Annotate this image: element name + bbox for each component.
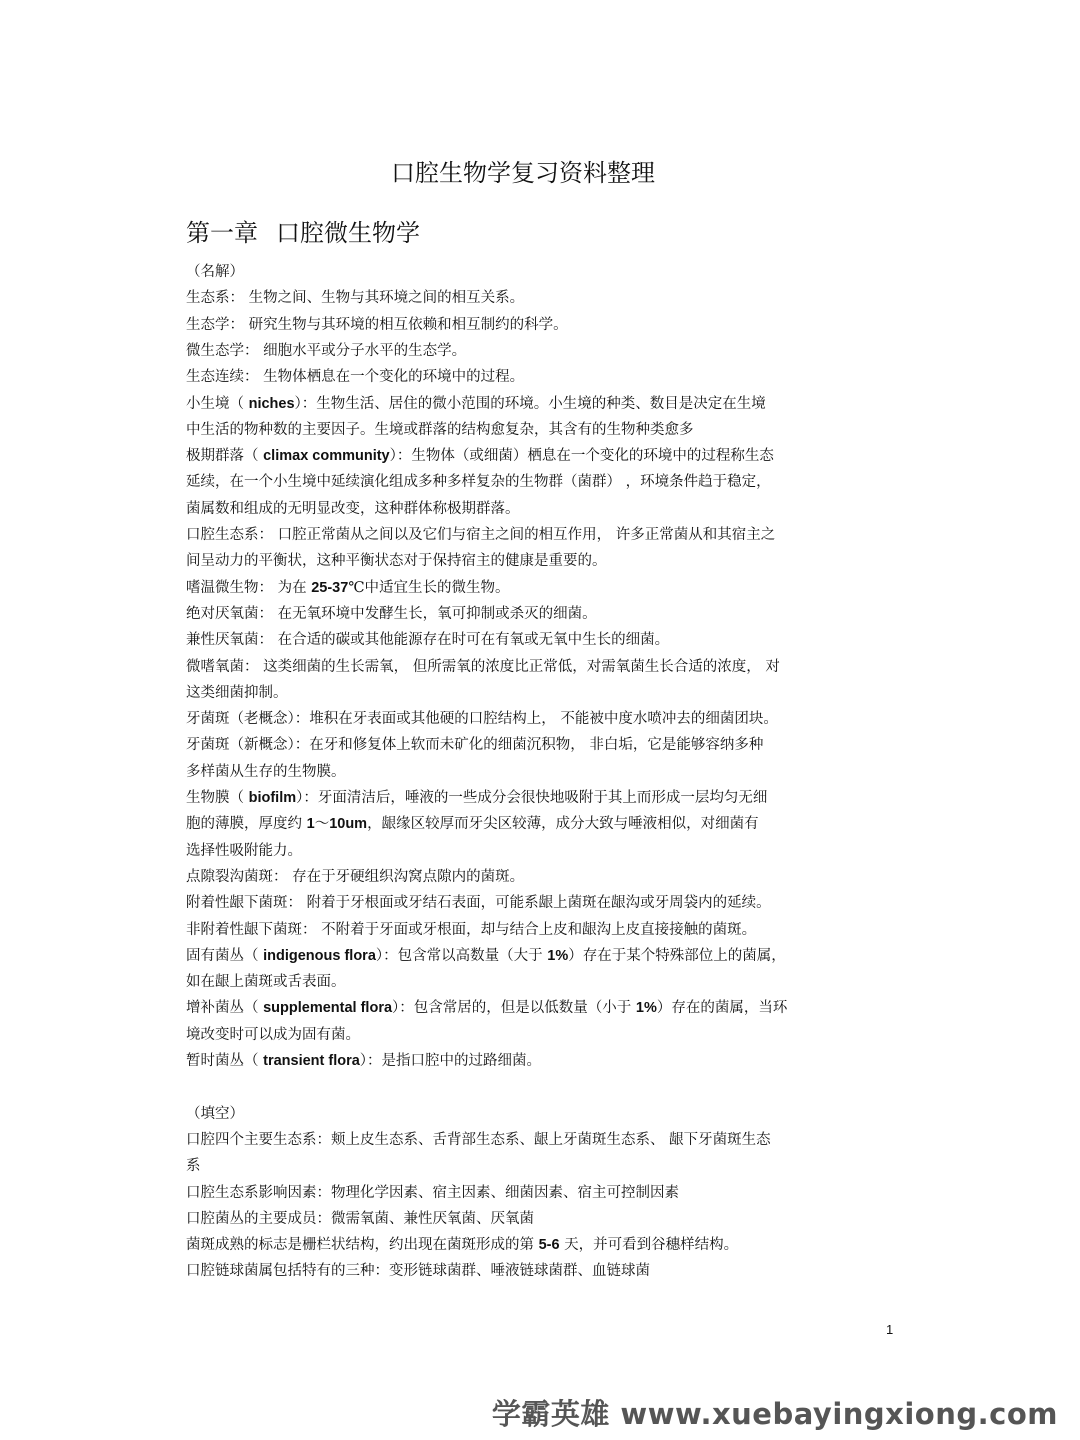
definition-line: 极期群落（ climax community）：生物体（或细菌）栖息在一个变化的环境中的过程称生态 bbox=[186, 448, 774, 465]
fill-item-line: 系 bbox=[186, 1158, 201, 1175]
definition-line: 胞的薄膜，厚度约 1～10um，龈缘区较厚而牙尖区较薄，成分大致与唾液相似，对细菌有 bbox=[186, 816, 759, 833]
definition-line: 境改变时可以成为固有菌。 bbox=[186, 1026, 360, 1043]
definition-line: 小生境（ niches）：生物生活、居住的微小范围的环境。小生境的种类、数目是决定在生境 bbox=[186, 395, 766, 412]
definition-line: 生态学： 研究生物与其环境的相互依赖和相互制约的科学。 bbox=[186, 316, 568, 333]
definition-line: 绝对厌氧菌： 在无氧环境中发酵生长，氧可抑制或杀灭的细菌。 bbox=[186, 605, 597, 622]
fill-item-line: 口腔菌丛的主要成员：微需氧菌、兼性厌氧菌、厌氧菌 bbox=[186, 1210, 534, 1227]
definition-line: 增补菌丛（ supplemental flora）：包含常居的，但是以低数量（小于 1%）存在的菌属，当环 bbox=[186, 1000, 788, 1017]
definition-line: 这类细菌抑制。 bbox=[186, 684, 288, 701]
definition-line: 点隙裂沟菌斑： 存在于牙硬组织沟窝点隙内的菌斑。 bbox=[186, 868, 525, 885]
fill-item-line: 口腔链球菌属包括特有的三种：变形链球菌群、唾液链球菌群、血链球菌 bbox=[186, 1263, 650, 1280]
section-label-fill-in: （填空） bbox=[186, 1105, 244, 1122]
definition-line: 嗜温微生物： 为在 25-37℃中适宜生长的微生物。 bbox=[186, 579, 510, 596]
definition-line: 生态系： 生物之间、生物与其环境之间的相互关系。 bbox=[186, 290, 525, 307]
definition-line: 牙菌斑（老概念）：堆积在牙表面或其他硬的口腔结构上， 不能被中度水喷冲去的细菌团块。 bbox=[186, 711, 778, 728]
definition-line: 生物膜（ biofilm）：牙面清洁后，唾液的一些成分会很快地吸附于其上而形成一层均匀无细 bbox=[186, 790, 768, 806]
chapter-heading bbox=[186, 216, 420, 250]
definition-line: 固有菌丛（ indigenous flora）：包含常以高数量（大于 1%）存在于某个特殊部位上的菌属， bbox=[186, 947, 786, 964]
chapter-number: 第一章 bbox=[186, 219, 258, 247]
chapter-name: 口腔微生物学 bbox=[276, 219, 420, 247]
site-watermark: 学霸英雄 www.xuebayingxiong.com bbox=[491, 1397, 1058, 1431]
document-title: 口腔生物学复习资料整理 bbox=[391, 159, 655, 187]
definition-line: 选择性吸附能力。 bbox=[186, 842, 302, 859]
definition-line: 微生态学： 细胞水平或分子水平的生态学。 bbox=[186, 342, 467, 359]
definition-line: 生态连续： 生物体栖息在一个变化的环境中的过程。 bbox=[186, 369, 525, 386]
definition-line: 暂时菌丛（ transient flora）：是指口腔中的过路细菌。 bbox=[186, 1053, 542, 1069]
fill-item-line: 菌斑成熟的标志是栅栏状结构，约出现在菌斑形成的第 5-6 天，并可看到谷穗样结构。 bbox=[186, 1237, 739, 1254]
definition-line: 附着性龈下菌斑： 附着于牙根面或牙结石表面，可能系龈上菌斑在龈沟或牙周袋内的延续。 bbox=[186, 895, 771, 912]
fill-item-line: 口腔生态系影响因素：物理化学因素、宿主因素、细菌因素、宿主可控制因素 bbox=[186, 1184, 679, 1201]
section-label-definitions: （名解） bbox=[186, 264, 244, 280]
definition-line: 中生活的物种数的主要因子。生境或群落的结构愈复杂，其含有的生物种类愈多 bbox=[186, 421, 694, 438]
definition-line: 微嗜氧菌： 这类细菌的生长需氧， 但所需氧的浓度比正常低，对需氧菌生长合适的浓度， 对 bbox=[186, 658, 780, 675]
definition-line: 多样菌从生存的生物膜。 bbox=[186, 763, 346, 780]
definition-line: 口腔生态系： 口腔正常菌从之间以及它们与宿主之间的相互作用， 许多正常菌从和其宿主之 bbox=[186, 527, 776, 543]
definition-line: 牙菌斑（新概念）：在牙和修复体上软而未矿化的细菌沉积物， 非白垢，它是能够容纳多种 bbox=[186, 737, 764, 754]
definition-line: 延续，在一个小生境中延续演化组成多种多样复杂的生物群（菌群） ，环境条件趋于稳定， bbox=[186, 474, 771, 491]
definition-line: 兼性厌氧菌： 在合适的碳或其他能源存在时可在有氧或无氧中生长的细菌。 bbox=[186, 632, 670, 649]
definition-line: 菌属数和组成的无明显改变，这种群体称极期群落。 bbox=[186, 500, 520, 517]
definition-line: 间呈动力的平衡状，这种平衡状态对于保持宿主的健康是重要的。 bbox=[186, 553, 607, 570]
page-number: 1 bbox=[886, 1322, 894, 1337]
fill-item-line: 口腔四个主要生态系：颊上皮生态系、舌背部生态系、龈上牙菌斑生态系、 龈下牙菌斑生态 bbox=[186, 1131, 771, 1148]
definition-line: 非附着性龈下菌斑： 不附着于牙面或牙根面，却与结合上皮和龈沟上皮直接接触的菌斑。 bbox=[186, 921, 757, 938]
definition-line: 如在龈上菌斑或舌表面。 bbox=[186, 974, 346, 991]
